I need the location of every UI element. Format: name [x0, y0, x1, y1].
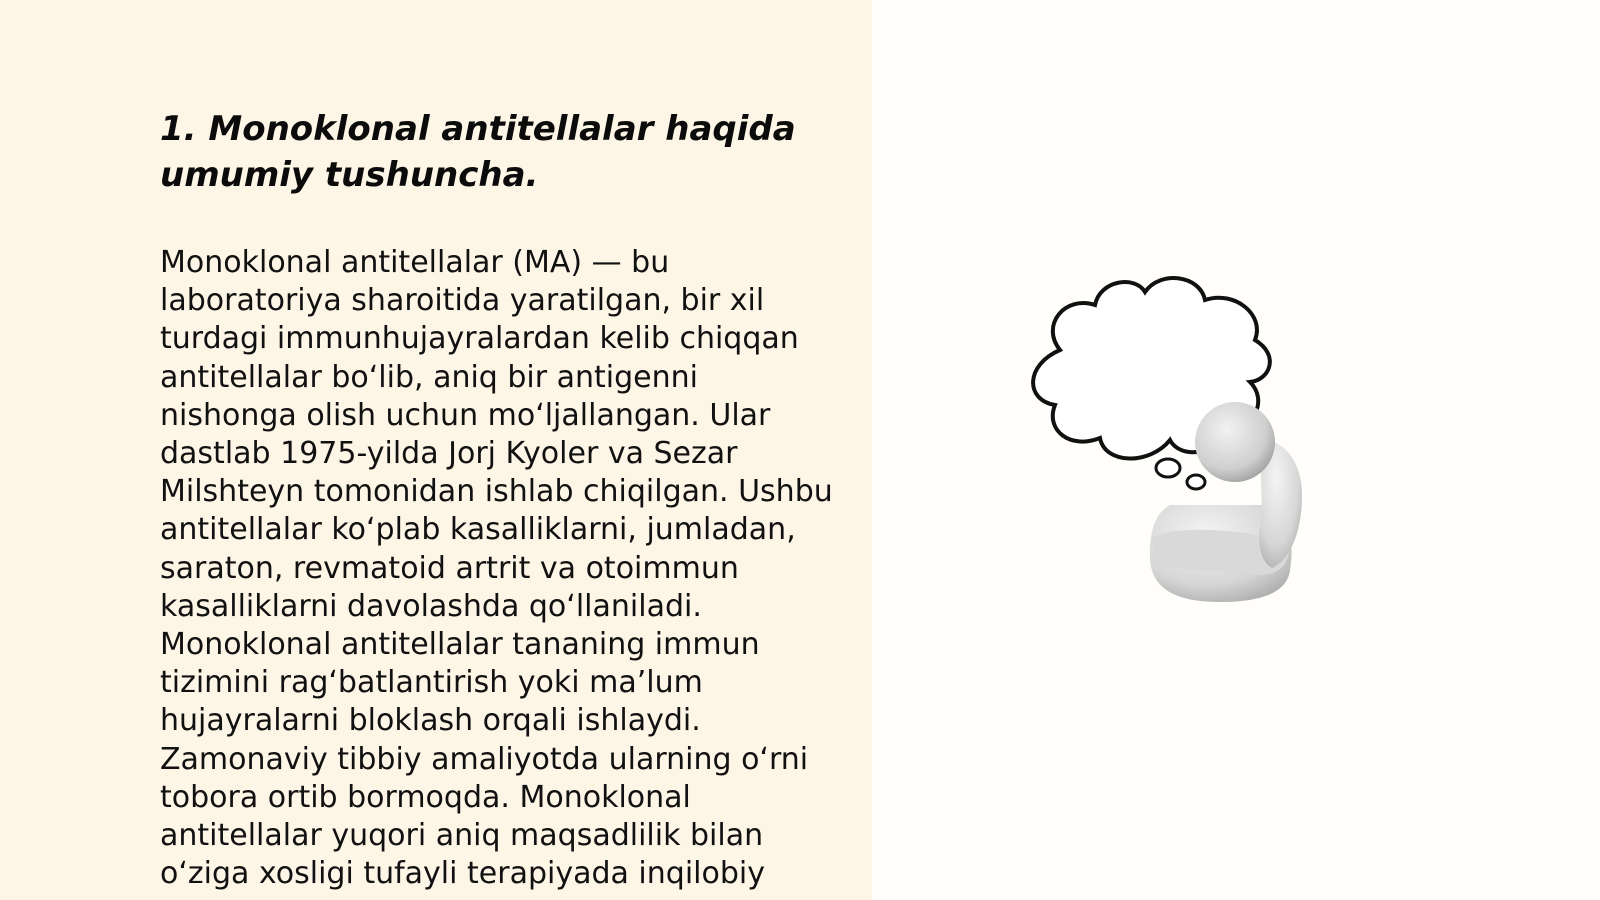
thinking-person-icon	[1020, 270, 1350, 620]
slide-title: 1. Monoklonal antitellalar haqida umumiy tushuncha.	[160, 109, 796, 195]
slide-body-text: Monoklonal antitellalar (MA) — bu laboratoriya sharoitida yaratilgan, bir xil turdagi immunhujayralardan kelib chiqqan antitellalar bo‘lib, aniq bir antigenni nishonga olish uchun mo‘ljallangan. Ular dastlab 1975-yilda Jorj Kyoler va Sezar Milshteyn tomonidan ishlab chiqilgan. Ushbu antitellalar ko‘plab kasalliklarni, jumladan, saraton, revmatoid artrit va otoimmun kasalliklarni davolashda qo‘llaniladi. Monoklonal antitellalar tananing immun tizimini rag‘batlantirish yoki ma’lum hujayralarni bloklash orqali ishlaydi. Zamonaviy tibbiy amaliyotda ularning o‘rni tobora ortib bormoqda. Monoklonal antitellalar yuqori aniq maqsadlilik bilan o‘ziga xosligi tufayli terapiyada inqilobiy	[160, 245, 833, 892]
